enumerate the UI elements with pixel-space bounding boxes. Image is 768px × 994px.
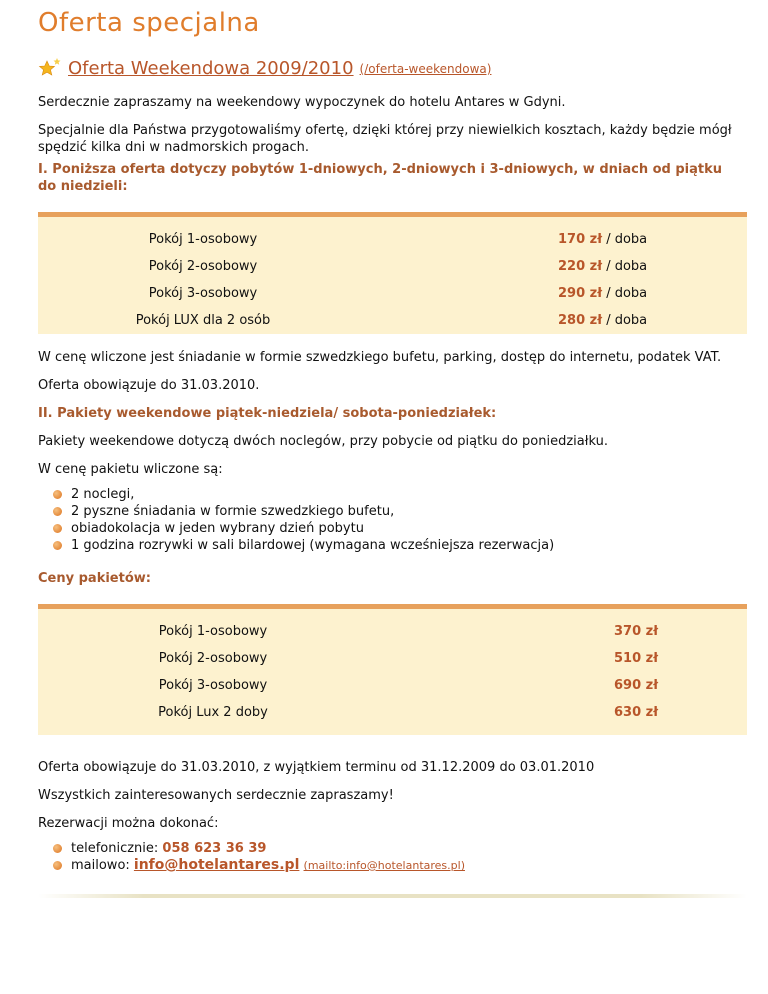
section1-heading: I. Poniższa oferta dotyczy pobytów 1-dniowych, 2-dniowych i 3-dniowych, w dniach od piątku do niedzieli:: [38, 162, 723, 194]
package-name: Pokój 2-osobowy: [158, 651, 268, 666]
table-row: [38, 253, 747, 280]
list-item: 1 godzina rozrywki w sali bilardowej (wymagana wcześniejsza rezerwacja): [38, 537, 554, 554]
room-price: 220 zł / doba: [558, 259, 648, 274]
invite-text: Wszystkich zainteresowanych serdecznie zapraszamy!: [38, 788, 394, 803]
package-name: Pokój 1-osobowy: [158, 624, 268, 639]
table-row: [38, 645, 747, 672]
intro-text-2: Specjalnie dla Państwa przygotowaliśmy ofertę, dzięki której przy niewielkich kosztach, każdy będzie mógł spędzić kilka dni w nadmorskich progach.: [38, 123, 732, 155]
package-name: Pokój Lux 2 doby: [158, 705, 268, 720]
list-item: [38, 857, 465, 874]
table-row: [38, 307, 747, 334]
bullet-icon: [53, 490, 62, 499]
bullet-icon: [53, 524, 62, 533]
table-row: [38, 618, 747, 645]
bullet-icon: [53, 844, 62, 853]
list-item: [38, 840, 465, 857]
footer-divider: [38, 894, 747, 898]
valid-text-2: Oferta obowiązuje do 31.03.2010, z wyjątkiem terminu od 31.12.2009 do 03.01.2010: [38, 760, 595, 775]
package-price: 370 zł: [614, 624, 659, 639]
table-row: [38, 280, 747, 307]
bullet-icon: [53, 507, 62, 516]
packages-prices-heading: Ceny pakietów:: [38, 571, 151, 586]
room-price: 170 zł / doba: [558, 232, 648, 247]
included-text: W cenę wliczone jest śniadanie w formie szwedzkiego bufetu, parking, dostęp do internetu, podatek VAT.: [38, 350, 722, 365]
mailto-link[interactable]: (mailto:info@hotelantares.pl): [303, 859, 465, 872]
reservation-label: Rezerwacji można dokonać:: [38, 816, 219, 831]
bullet-icon: [53, 861, 62, 870]
phone-number: 058 623 36 39: [162, 841, 267, 856]
packages-included-label: W cenę pakietu wliczone są:: [38, 462, 223, 477]
offer-heading: [38, 55, 491, 81]
room-price: 290 zł / doba: [558, 286, 648, 301]
table-row: [38, 226, 747, 253]
intro-text-1: Serdecznie zapraszamy na weekendowy wypoczynek do hotelu Antares w Gdyni.: [38, 95, 566, 110]
valid-text-1: Oferta obowiązuje do 31.03.2010.: [38, 378, 260, 393]
room-price: 280 zł / doba: [558, 313, 648, 328]
phone-label: telefonicznie:: [71, 841, 163, 856]
offer-title-link[interactable]: Oferta Weekendowa 2009/2010: [68, 57, 354, 79]
package-price: 690 zł: [614, 678, 659, 693]
table-row: [38, 672, 747, 699]
package-price: 510 zł: [614, 651, 659, 666]
star-icon: [38, 57, 62, 79]
room-name: Pokój 2-osobowy: [148, 259, 258, 274]
packages-list: [38, 486, 554, 554]
email-link[interactable]: info@hotelantares.pl: [133, 857, 300, 873]
table-row: [38, 699, 747, 726]
packages-text: Pakiety weekendowe dotyczą dwóch noclegów, przy pobycie od piątku do poniedziałku.: [38, 434, 608, 449]
room-price-table: [38, 212, 747, 334]
package-price: 630 zł: [614, 705, 659, 720]
offer-url-link[interactable]: (/oferta-weekendowa): [359, 62, 492, 76]
room-name: Pokój LUX dla 2 osób: [135, 313, 271, 328]
package-price-table: [38, 604, 747, 735]
room-name: Pokój 3-osobowy: [148, 286, 258, 301]
page-title: Oferta specjalna: [38, 8, 260, 38]
bullet-icon: [53, 541, 62, 550]
room-name: Pokój 1-osobowy: [148, 232, 258, 247]
contact-list: [38, 840, 465, 874]
mail-label: mailowo:: [71, 858, 134, 873]
list-item: obiadokolacja w jeden wybrany dzień pobytu: [38, 520, 554, 537]
section2-heading: II. Pakiety weekendowe piątek-niedziela/ sobota-poniedziałek:: [38, 406, 497, 421]
list-item: 2 pyszne śniadania w formie szwedzkiego bufetu,: [38, 503, 554, 520]
list-item: 2 noclegi,: [38, 486, 554, 503]
package-name: Pokój 3-osobowy: [158, 678, 268, 693]
